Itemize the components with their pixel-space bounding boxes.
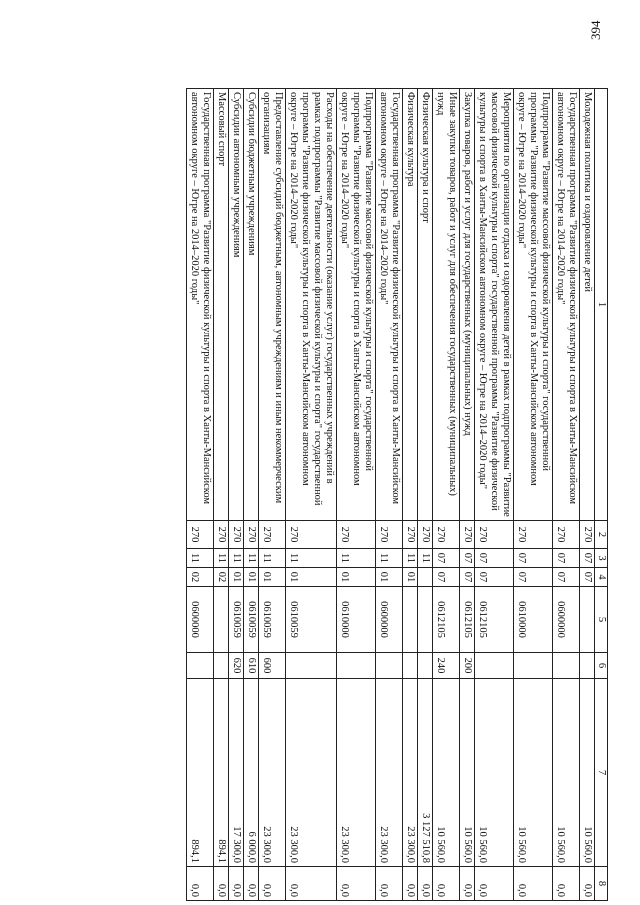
amount: 23 300,0 (403, 679, 418, 867)
code-subsection: 01 (337, 568, 376, 587)
code-expense-type (475, 653, 514, 679)
amount-extra: 0,0 (460, 867, 475, 901)
table-row (214, 89, 229, 901)
code-section: 07 (433, 549, 460, 568)
code-glava: 270 (187, 521, 214, 549)
amount-extra: 0,0 (259, 867, 286, 901)
row-name: Подпрограмма "Развитие массовой физической культуры и спорта" государственной программы "Развитие физической культуры и спорта в Ханты-Мансийском автономном округе – Югре на 2014–2020 годы" (337, 89, 376, 521)
code-subsection: 01 (244, 568, 259, 587)
code-subsection: 01 (376, 568, 403, 587)
table-row (514, 89, 553, 901)
code-expense-type: 620 (229, 653, 244, 679)
amount-extra: 0,0 (376, 867, 403, 901)
amount-extra: 0,0 (286, 867, 337, 901)
code-target: 0610059 (229, 587, 244, 653)
code-section: 11 (403, 549, 418, 568)
code-subsection: 01 (286, 568, 337, 587)
row-name: Закупка товаров, работ и услуг для государственных (муниципальных) нужд (460, 89, 475, 521)
code-section: 07 (460, 549, 475, 568)
code-glava: 270 (259, 521, 286, 549)
code-target: 0600000 (376, 587, 403, 653)
code-subsection: 07 (433, 568, 460, 587)
code-expense-type (403, 653, 418, 679)
code-section: 07 (580, 549, 595, 568)
code-subsection: 02 (214, 568, 229, 587)
table-row (286, 89, 337, 901)
code-glava: 270 (460, 521, 475, 549)
code-glava: 270 (337, 521, 376, 549)
code-expense-type (553, 653, 580, 679)
column-header: 2 (595, 521, 608, 549)
code-section: 11 (259, 549, 286, 568)
code-glava: 270 (433, 521, 460, 549)
column-header: 5 (595, 587, 608, 653)
code-section: 07 (553, 549, 580, 568)
code-subsection: 07 (553, 568, 580, 587)
table-row (433, 89, 460, 901)
code-expense-type (418, 653, 433, 679)
code-subsection: 07 (580, 568, 595, 587)
table-row (460, 89, 475, 901)
code-expense-type: 240 (433, 653, 460, 679)
row-name: Субсидии автономным учреждениям (229, 89, 244, 521)
amount: 6 000,0 (244, 679, 259, 867)
code-target (580, 587, 595, 653)
amount-extra: 0,0 (229, 867, 244, 901)
amount: 10 560,0 (460, 679, 475, 867)
column-header: 1 (595, 89, 608, 521)
code-expense-type (376, 653, 403, 679)
column-header: 4 (595, 568, 608, 587)
row-name: Государственная программа "Развитие физической культуры и спорта в Ханты-Мансийском автономном округе – Югре на 2014–2020 годы" (376, 89, 403, 521)
code-target: 0610000 (337, 587, 376, 653)
code-section: 11 (376, 549, 403, 568)
code-section: 11 (229, 549, 244, 568)
table-row (403, 89, 418, 901)
code-expense-type: 600 (259, 653, 286, 679)
amount: 3 127 510,8 (418, 679, 433, 867)
table-header-row (595, 89, 608, 901)
code-expense-type: 610 (244, 653, 259, 679)
amount-extra: 0,0 (433, 867, 460, 901)
code-expense-type (514, 653, 553, 679)
code-glava: 270 (580, 521, 595, 549)
code-target: 0600000 (187, 587, 214, 653)
amount: 10 560,0 (514, 679, 553, 867)
amount: 23 300,0 (337, 679, 376, 867)
code-section: 11 (244, 549, 259, 568)
code-glava: 270 (214, 521, 229, 549)
amount: 894,1 (187, 679, 214, 867)
table-row (553, 89, 580, 901)
amount: 23 300,0 (259, 679, 286, 867)
code-target: 0612105 (460, 587, 475, 653)
code-section: 11 (187, 549, 214, 568)
code-target: 0600000 (553, 587, 580, 653)
amount: 10 560,0 (433, 679, 460, 867)
column-header: 3 (595, 549, 608, 568)
amount-extra: 0,0 (244, 867, 259, 901)
row-name: Молодежная политика и оздоровление детей (580, 89, 595, 521)
amount-extra: 0,0 (187, 867, 214, 901)
row-name: Подпрограмма "Развитие массовой физической культуры и спорта" государственной программы "Развитие физической культуры и спорта в Ханты-Мансийском автономном округе – Югре на 2014–2020 годы" (514, 89, 553, 521)
code-glava: 270 (553, 521, 580, 549)
budget-table-sheet (80, 88, 608, 900)
code-subsection: 07 (460, 568, 475, 587)
code-target (403, 587, 418, 653)
row-name: Расходы на обеспечение деятельности (оказание услуг) государственных учреждений в рамках подпрограммы "Развитие массовой физической культуры и спорта" государственной программы "Развитие физической культуры и спорта в Ханты-Мансийском автономном округе – Югре на 2014–2020 годы" (286, 89, 337, 521)
code-expense-type (580, 653, 595, 679)
page-number: 394 (588, 20, 603, 40)
amount-extra: 0,0 (475, 867, 514, 901)
row-name: Государственная программа "Развитие физической культуры и спорта в Ханты-Мансийском автономном округе – Югре на 2014–2020 годы" (553, 89, 580, 521)
code-expense-type (214, 653, 229, 679)
code-target (214, 587, 229, 653)
code-target: 0612105 (475, 587, 514, 653)
budget-table (186, 88, 608, 901)
code-subsection (418, 568, 433, 587)
table-row (376, 89, 403, 901)
code-subsection: 01 (259, 568, 286, 587)
table-row (337, 89, 376, 901)
amount: 23 300,0 (286, 679, 337, 867)
amount: 17 300,0 (229, 679, 244, 867)
row-name: Физическая культура и спорт (418, 89, 433, 521)
code-glava: 270 (229, 521, 244, 549)
code-section: 11 (214, 549, 229, 568)
code-expense-type (187, 653, 214, 679)
row-name: Физическая культура (403, 89, 418, 521)
amount: 23 300,0 (376, 679, 403, 867)
code-subsection: 02 (187, 568, 214, 587)
code-subsection: 07 (475, 568, 514, 587)
table-row (229, 89, 244, 901)
amount-extra: 0,0 (514, 867, 553, 901)
amount-extra: 0,0 (403, 867, 418, 901)
code-glava: 270 (403, 521, 418, 549)
code-target: 0610059 (244, 587, 259, 653)
code-glava: 270 (418, 521, 433, 549)
row-name: Иные закупки товаров, работ и услуг для обеспечения государственных (муниципальных) нужд (433, 89, 460, 521)
row-name: Субсидии бюджетным учреждениям (244, 89, 259, 521)
table-row (259, 89, 286, 901)
amount-extra: 0,0 (553, 867, 580, 901)
amount: 10 560,0 (580, 679, 595, 867)
column-header: 8 (595, 867, 608, 901)
code-section: 11 (418, 549, 433, 568)
code-subsection: 01 (229, 568, 244, 587)
column-header: 7 (595, 679, 608, 867)
amount: 894,1 (214, 679, 229, 867)
code-glava: 270 (244, 521, 259, 549)
code-glava: 270 (286, 521, 337, 549)
code-section: 07 (475, 549, 514, 568)
amount: 10 560,0 (553, 679, 580, 867)
table-row (187, 89, 214, 901)
amount: 10 560,0 (475, 679, 514, 867)
code-section: 07 (514, 549, 553, 568)
code-glava: 270 (514, 521, 553, 549)
column-header: 6 (595, 653, 608, 679)
code-expense-type (286, 653, 337, 679)
code-subsection: 01 (403, 568, 418, 587)
code-glava: 270 (376, 521, 403, 549)
table-row (475, 89, 514, 901)
table-row (244, 89, 259, 901)
amount-extra: 0,0 (580, 867, 595, 901)
code-target: 0610059 (259, 587, 286, 653)
table-row (418, 89, 433, 901)
row-name: Мероприятия по организации отдыха и оздоровления детей в рамках подпрограммы "Развитие массовой физической культуры и спорта" государственной программы "Развитие физической культуры и спорта в Ханты-Мансийском автономном округе – Югре на 2014–2020 годы" (475, 89, 514, 521)
code-glava: 270 (475, 521, 514, 549)
code-target: 0612105 (433, 587, 460, 653)
code-subsection: 07 (514, 568, 553, 587)
amount-extra: 0,0 (214, 867, 229, 901)
row-name: Массовый спорт (214, 89, 229, 521)
code-section: 11 (286, 549, 337, 568)
code-target: 0610059 (286, 587, 337, 653)
code-target: 0610000 (514, 587, 553, 653)
row-name: Государственная программа "Развитие физической культуры и спорта в Ханты-Мансийском автономном округе – Югре на 2014–2020 годы" (187, 89, 214, 521)
table-row (580, 89, 595, 901)
amount-extra: 0,0 (418, 867, 433, 901)
amount-extra: 0,0 (337, 867, 376, 901)
code-section: 11 (337, 549, 376, 568)
code-expense-type: 200 (460, 653, 475, 679)
code-expense-type (337, 653, 376, 679)
code-target (418, 587, 433, 653)
row-name: Предоставление субсидий бюджетным, автономным учреждениям и иным некоммерческим организациям (259, 89, 286, 521)
